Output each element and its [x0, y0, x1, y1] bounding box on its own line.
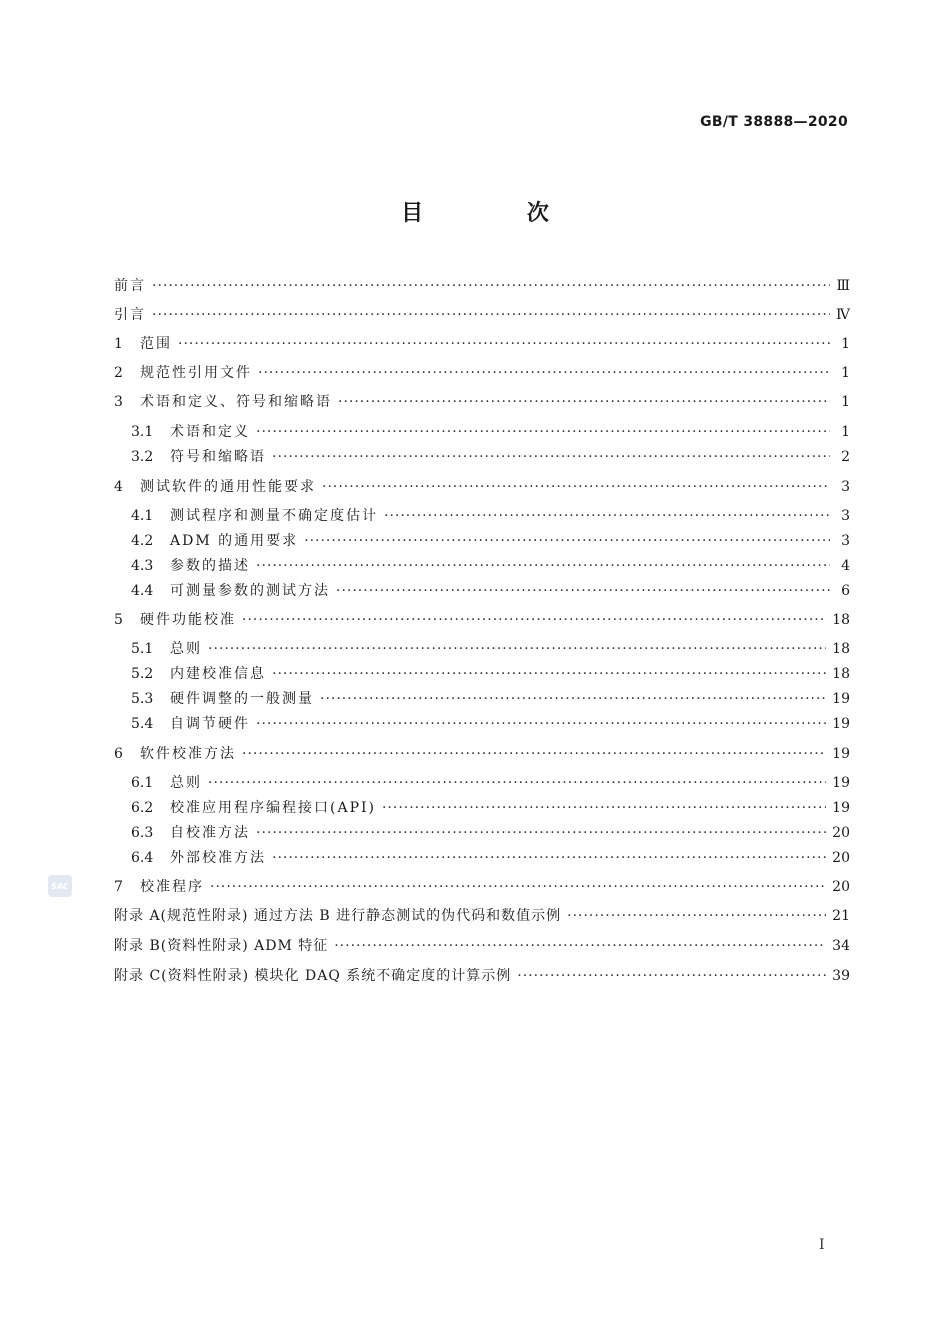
toc-leader-dots	[567, 908, 826, 924]
toc-entry-title: 自校准方法	[170, 825, 250, 841]
toc-leader-dots	[256, 716, 826, 732]
toc-entry-page: 20	[832, 879, 850, 895]
toc-entry-page: 3	[841, 533, 850, 549]
toc-entry-title: 硬件调整的一般测量	[170, 691, 314, 707]
toc-entry-page: 18	[832, 641, 850, 657]
toc-entry-5-2[interactable]	[131, 663, 850, 683]
toc-entry-annex-c[interactable]	[114, 965, 850, 985]
toc-leader-dots	[338, 394, 830, 410]
toc-entry-page: 20	[832, 825, 850, 841]
toc-entry-page: Ⅳ	[836, 307, 850, 323]
toc-entry-page: 1	[841, 424, 850, 440]
toc-entry-page: 6	[841, 583, 850, 599]
toc-leader-dots	[384, 508, 830, 524]
toc-entry-page: 19	[832, 775, 850, 791]
toc-entry-number: 4	[114, 479, 123, 495]
toc-entry-title: 附录 B(资料性附录) ADM 特征	[114, 938, 329, 954]
toc-entry-number: 4.4	[131, 583, 154, 599]
toc-leader-dots	[304, 533, 830, 549]
toc-entry-page: 4	[841, 558, 850, 574]
toc-entry-1[interactable]	[114, 333, 850, 353]
toc-entry-number: 4.2	[131, 533, 154, 549]
toc-entry-title: 可测量参数的测试方法	[170, 583, 330, 599]
toc-entry-number: 3.2	[131, 449, 154, 465]
toc-entry-5-3[interactable]	[131, 688, 850, 708]
toc-leader-dots	[256, 825, 826, 841]
toc-entry-title: 参数的描述	[170, 558, 250, 574]
toc-entry-title: 规范性引用文件	[140, 365, 252, 381]
toc-leader-dots	[256, 424, 830, 440]
toc-leader-dots	[382, 800, 826, 816]
toc-entry-page: 3	[841, 508, 850, 524]
toc-entry-introduction[interactable]	[114, 304, 850, 324]
toc-entry-5-1[interactable]	[131, 638, 850, 658]
toc-entry-title: 引言	[114, 307, 146, 323]
toc-entry-page: 2	[841, 449, 850, 465]
toc-entry-title: 测试软件的通用性能要求	[140, 479, 316, 495]
toc-leader-dots	[320, 691, 826, 707]
toc-entry-6-1[interactable]	[131, 772, 850, 792]
toc-leader-dots	[208, 641, 826, 657]
toc-entry-number: 3	[114, 394, 123, 410]
toc-leader-dots	[322, 479, 830, 495]
toc-entry-page: 3	[841, 479, 850, 495]
toc-entry-number: 6.4	[131, 850, 154, 866]
standard-number: GB/T 38888—2020	[700, 114, 848, 130]
toc-entry-number: 1	[114, 336, 123, 352]
toc-leader-dots	[242, 612, 826, 628]
toc-entry-5-4[interactable]	[131, 713, 850, 733]
toc-entry-page: 19	[832, 746, 850, 762]
toc-entry-title: 校准应用程序编程接口(API)	[170, 800, 376, 816]
toc-leader-dots	[210, 879, 826, 895]
toc-entry-6[interactable]	[114, 743, 850, 763]
toc-entry-5[interactable]	[114, 609, 850, 629]
toc-entry-6-4[interactable]	[131, 847, 850, 867]
toc-leader-dots	[178, 336, 830, 352]
toc-entry-title: 总则	[170, 641, 202, 657]
toc-leader-dots	[334, 938, 826, 954]
toc-entry-title: 前言	[114, 278, 146, 294]
toc-leader-dots	[152, 278, 830, 294]
toc-entry-number: 4.1	[131, 508, 154, 524]
toc-entry-number: 5.3	[131, 691, 154, 707]
page-title: 目 次	[401, 201, 597, 226]
page-number: I	[819, 1237, 825, 1253]
toc-leader-dots	[258, 365, 830, 381]
toc-entry-title: 软件校准方法	[140, 746, 236, 762]
toc-entry-number: 5	[114, 612, 123, 628]
toc-entry-title: 硬件功能校准	[140, 612, 236, 628]
toc-leader-dots	[256, 558, 830, 574]
toc-entry-title: 术语和定义、符号和缩略语	[140, 394, 332, 410]
toc-entry-page: 20	[832, 850, 850, 866]
toc-leader-dots	[517, 968, 826, 984]
toc-entry-title: 符号和缩略语	[170, 449, 266, 465]
toc-entry-number: 7	[114, 879, 123, 895]
toc-entry-number: 6	[114, 746, 123, 762]
toc-entry-page: 1	[841, 336, 850, 352]
toc-entry-title: 附录 C(资料性附录) 模块化 DAQ 系统不确定度的计算示例	[114, 968, 512, 984]
toc-entry-page: Ⅲ	[836, 278, 850, 294]
toc-entry-title: 范围	[140, 336, 172, 352]
toc-entry-page: 21	[832, 908, 850, 924]
toc-leader-dots	[152, 307, 830, 323]
toc-entry-title: 术语和定义	[170, 424, 250, 440]
toc-entry-4-4[interactable]	[131, 580, 850, 600]
toc-entry-title: 自调节硬件	[170, 716, 250, 732]
toc-entry-3-1[interactable]	[131, 421, 850, 441]
toc-entry-title: ADM 的通用要求	[170, 533, 299, 549]
toc-entry-title: 总则	[170, 775, 202, 791]
toc-entry-page: 34	[832, 938, 850, 954]
toc-entry-number: 5.4	[131, 716, 154, 732]
toc-entry-number: 6.1	[131, 775, 154, 791]
toc-entry-number: 3.1	[131, 424, 154, 440]
toc-entry-4-2[interactable]	[131, 530, 850, 550]
toc-leader-dots	[336, 583, 830, 599]
toc-entry-page: 19	[832, 800, 850, 816]
toc-entry-title: 内建校准信息	[170, 666, 266, 682]
toc-entry-number: 5.2	[131, 666, 154, 682]
toc-entry-6-3[interactable]	[131, 822, 850, 842]
toc-entry-number: 5.1	[131, 641, 154, 657]
toc-leader-dots	[272, 850, 826, 866]
toc-leader-dots	[272, 666, 826, 682]
toc-entry-annex-b[interactable]	[114, 935, 850, 955]
toc-leader-dots	[272, 449, 830, 465]
toc-entry-4[interactable]	[114, 476, 850, 496]
toc-entry-3-2[interactable]	[131, 446, 850, 466]
toc-entry-page: 1	[841, 394, 850, 410]
toc-entry-page: 19	[832, 691, 850, 707]
toc-leader-dots	[208, 775, 826, 791]
toc-entry-title: 校准程序	[140, 879, 204, 895]
toc-entry-annex-a[interactable]	[114, 905, 850, 925]
toc-entry-3[interactable]	[114, 391, 850, 411]
toc-entry-number: 6.3	[131, 825, 154, 841]
toc-entry-7[interactable]	[114, 876, 850, 896]
toc-entry-number: 6.2	[131, 800, 154, 816]
toc-entry-title: 测试程序和测量不确定度估计	[170, 508, 378, 524]
toc-entry-page: 18	[832, 666, 850, 682]
toc-entry-2[interactable]	[114, 362, 850, 382]
toc-entry-page: 1	[841, 365, 850, 381]
toc-entry-page: 19	[832, 716, 850, 732]
toc-entry-6-2[interactable]	[131, 797, 850, 817]
toc-entry-title: 外部校准方法	[170, 850, 266, 866]
toc-entry-title: 附录 A(规范性附录) 通过方法 B 进行静态测试的伪代码和数值示例	[114, 908, 562, 924]
toc-leader-dots	[242, 746, 826, 762]
toc-entry-foreword[interactable]	[114, 275, 850, 295]
toc-entry-number: 2	[114, 365, 123, 381]
toc-entry-page: 39	[832, 968, 850, 984]
toc-entry-number: 4.3	[131, 558, 154, 574]
toc-entry-4-1[interactable]	[131, 505, 850, 525]
toc-entry-4-3[interactable]	[131, 555, 850, 575]
sac-watermark-logo: SAC	[48, 875, 72, 897]
toc-entry-page: 18	[832, 612, 850, 628]
